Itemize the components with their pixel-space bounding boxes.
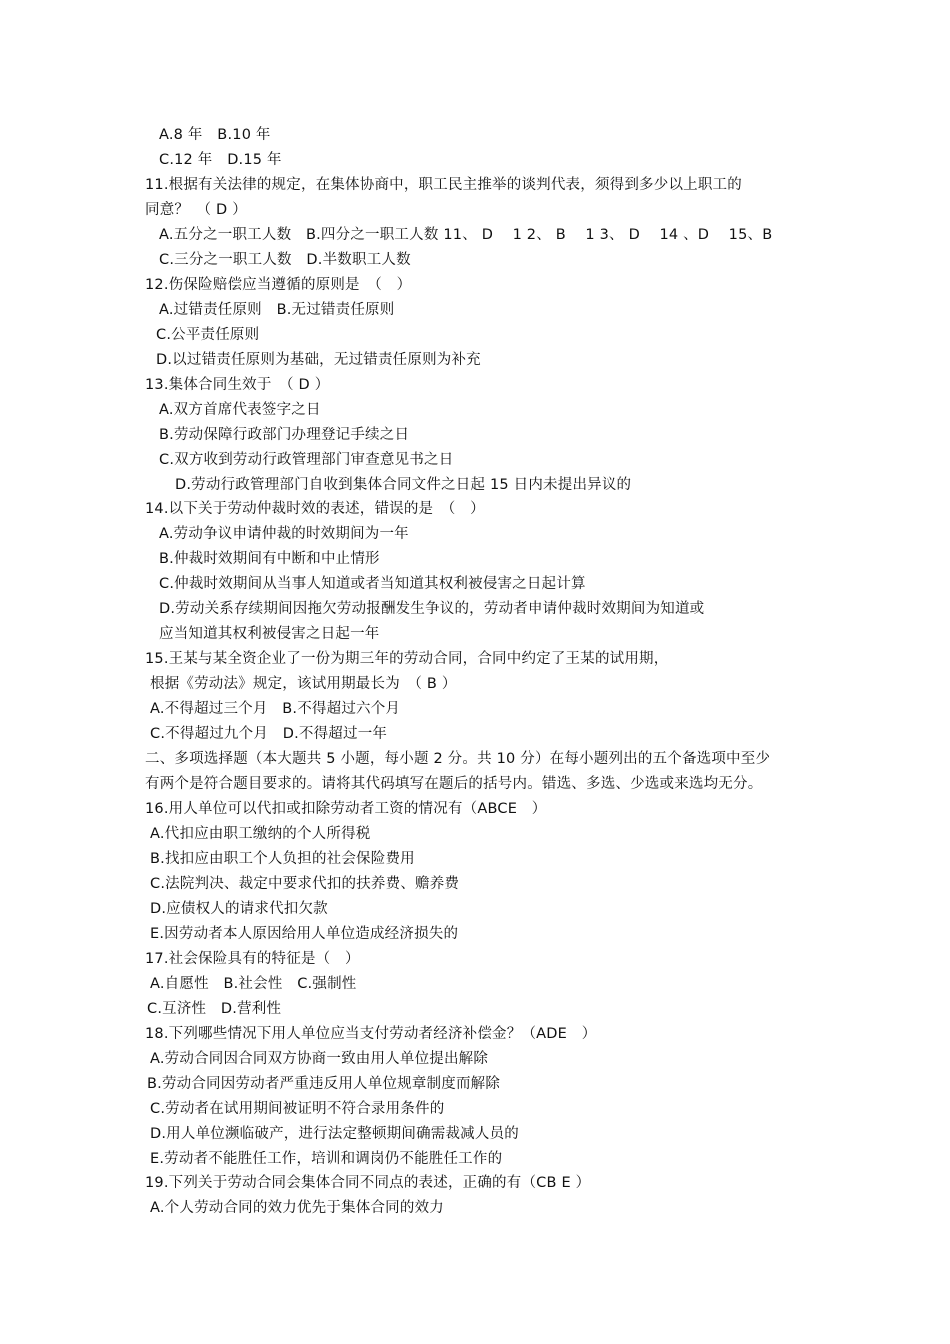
- q18-option-e: E.劳动者不能胜任工作，培训和调岗仍不能胜任工作的: [150, 1151, 503, 1167]
- q16-stem: 16.用人单位可以代扣或扣除劳动者工资的情况有（ABCE ）: [145, 801, 547, 817]
- q12-options-ab: A.过错责任原则 B.无过错责任原则: [159, 302, 395, 318]
- q15-stem: 15.王某与某全资企业了一份为期三年的劳动合同，合同中约定了王某的试用期，: [145, 651, 669, 667]
- section-2-heading: 二、多项选择题（本大题共 5 小题，每小题 2 分。共 10 分）在每小题列出的五个备选项中至少: [145, 751, 771, 767]
- q13-option-a: A.双方首席代表签字之日: [159, 402, 321, 418]
- q15-stem-cont: 根据《劳动法》规定，该试用期最长为 （ B ）: [150, 676, 457, 692]
- q14-option-c: C.仲裁时效期间从当事人知道或者当知道其权利被侵害之日起计算: [159, 576, 586, 592]
- q11-options-ab: A.五分之一职工人数 B.四分之一职工人数 11、 D 1 2、 B 1 3、 D 14 、D 15、B: [159, 227, 773, 243]
- q11-stem: 11.根据有关法律的规定，在集体协商中，职工民主推举的谈判代表，须得到多少以上职工的: [145, 177, 742, 193]
- q17-stem: 17.社会保险具有的特征是（ ）: [145, 951, 360, 967]
- q13-option-c: C.双方收到劳动行政管理部门审查意见书之日: [159, 452, 454, 468]
- q13-option-d: D.劳动行政管理部门自收到集体合同文件之日起 15 日内未提出异议的: [175, 477, 632, 493]
- q14-stem: 14.以下关于劳动仲裁时效的表述，错误的是 （ ）: [145, 501, 485, 517]
- q18-stem: 18.下列哪些情况下用人单位应当支付劳动者经济补偿金？（ADE ）: [145, 1026, 597, 1042]
- q16-option-d: D.应债权人的请求代扣欠款: [150, 901, 328, 917]
- q14-option-d-cont: 应当知道其权利被侵害之日起一年: [159, 626, 380, 642]
- q14-option-a: A.劳动争议申请仲裁的时效期间为一年: [159, 526, 409, 542]
- q19-stem: 19.下列关于劳动合同会集体合同不同点的表述，正确的有（CB E ）: [145, 1175, 591, 1191]
- q10-options-cd: C.12 年 D.15 年: [159, 152, 282, 168]
- q16-option-b: B.找扣应由职工个人负担的社会保险费用: [150, 851, 415, 867]
- q11-options-cd: C.三分之一职工人数 D.半数职工人数: [159, 252, 411, 268]
- q16-option-a: A.代扣应由职工缴纳的个人所得税: [150, 826, 371, 842]
- q15-options-cd: C.不得超过九个月 D.不得超过一年: [150, 726, 388, 742]
- q13-option-b: B.劳动保障行政部门办理登记手续之日: [159, 427, 410, 443]
- q12-option-c: C.公平责任原则: [156, 327, 260, 343]
- q18-option-b: B.劳动合同因劳动者严重违反用人单位规章制度而解除: [147, 1076, 501, 1092]
- q18-option-a: A.劳动合同因合同双方协商一致由用人单位提出解除: [150, 1051, 489, 1067]
- q15-options-ab: A.不得超过三个月 B.不得超过六个月: [150, 701, 401, 717]
- q13-stem: 13.集体合同生效于 （ D ）: [145, 377, 330, 393]
- q17-options-abc: A.自愿性 B.社会性 C.强制性: [150, 976, 357, 992]
- q12-stem: 12.伤保险赔偿应当遵循的原则是 （ ）: [145, 277, 412, 293]
- q14-option-d: D.劳动关系存续期间因拖欠劳动报酬发生争议的，劳动者申请仲裁时效期间为知道或: [159, 601, 705, 617]
- q14-option-b: B.仲裁时效期间有中断和中止情形: [159, 551, 380, 567]
- q11-stem-cont: 同意？ （ D ）: [145, 202, 247, 218]
- q17-options-cd: C.互济性 D.营利性: [147, 1001, 282, 1017]
- section-2-instructions: 有两个是符合题目要求的。请将其代码填写在题后的括号内。错选、多选、少选或来选均无分。: [145, 776, 763, 792]
- q16-option-e: E.因劳动者本人原因给用人单位造成经济损失的: [150, 926, 459, 942]
- q19-option-a: A.个人劳动合同的效力优先于集体合同的效力: [150, 1200, 444, 1216]
- q18-option-c: C.劳动者在试用期间被证明不符合录用条件的: [150, 1101, 445, 1117]
- q10-options-ab: A.8 年 B.10 年: [159, 127, 271, 143]
- q18-option-d: D.用人单位濒临破产，进行法定整顿期间确需裁减人员的: [150, 1126, 519, 1142]
- q12-option-d: D.以过错责任原则为基础，无过错责任原则为补充: [156, 352, 481, 368]
- q16-option-c: C.法院判决、裁定中要求代扣的扶养费、赡养费: [150, 876, 460, 892]
